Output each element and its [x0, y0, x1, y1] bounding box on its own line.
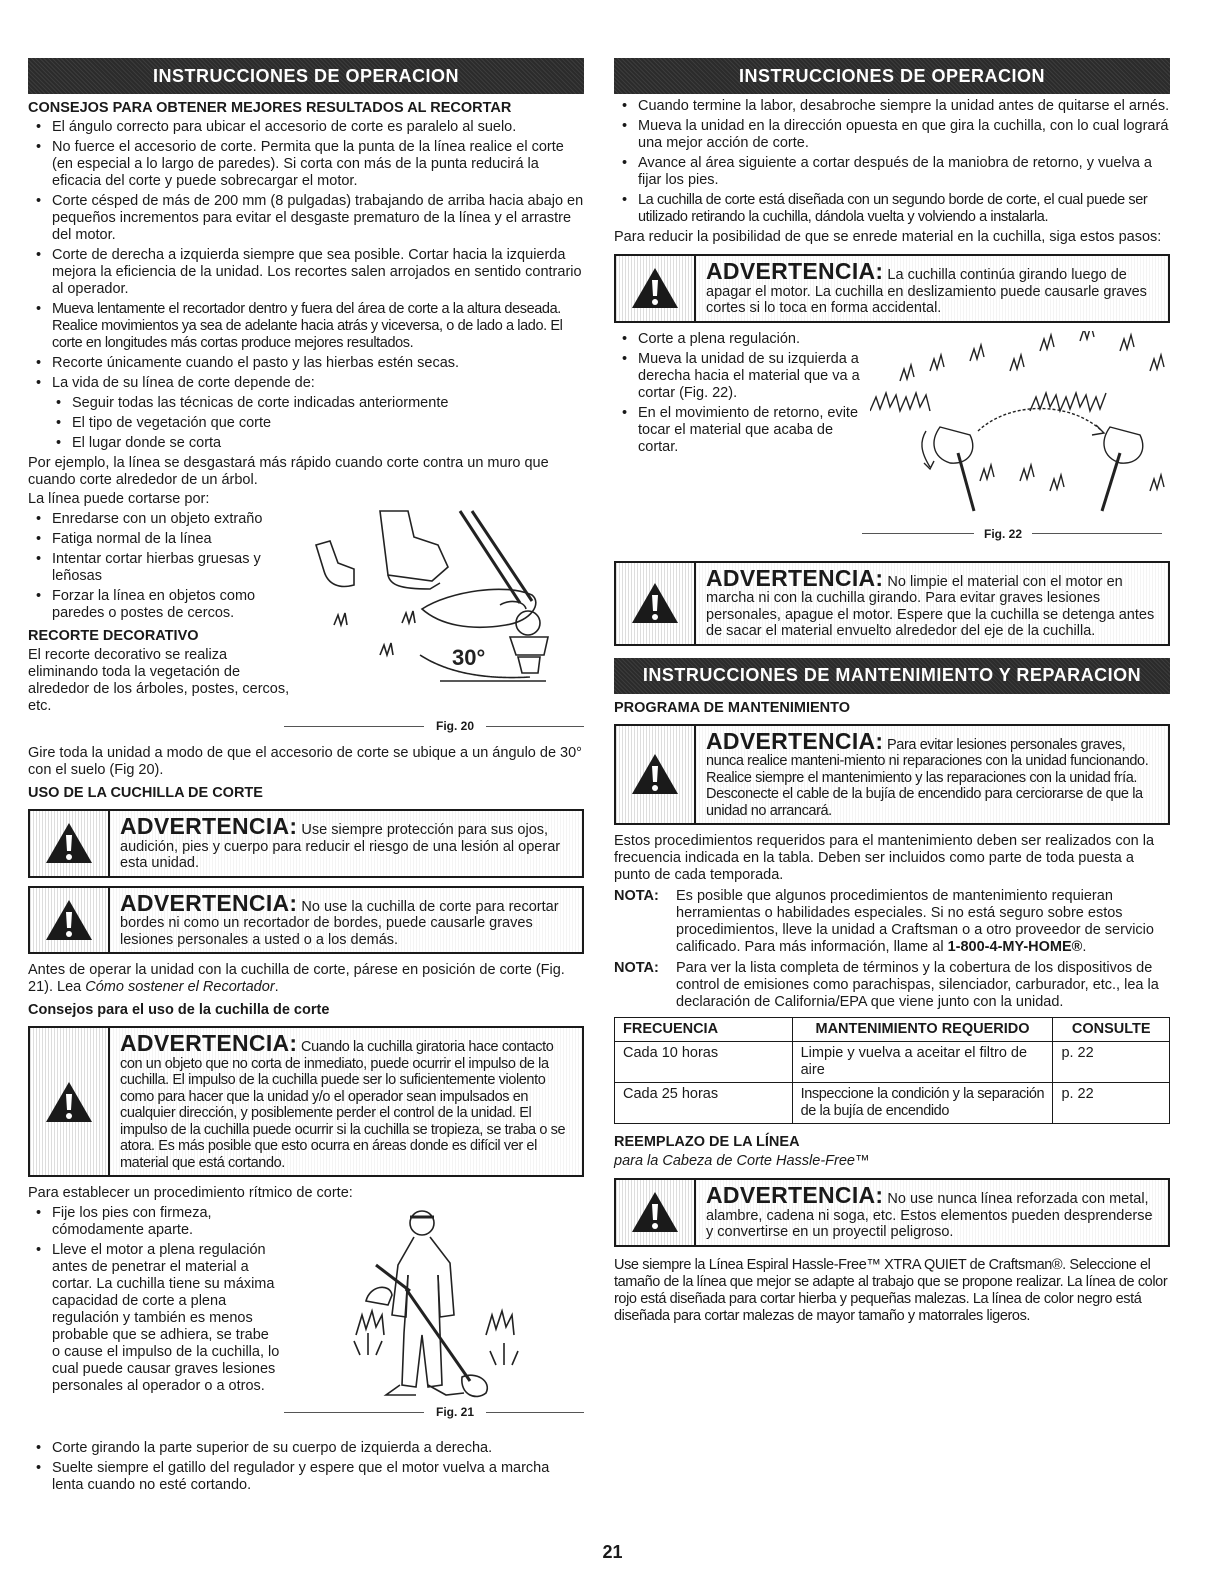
bullet-list-consejos: [28, 119, 584, 392]
list-item: • La vida de su línea de corte depende de:: [28, 375, 584, 392]
fig20-trimmer-illustration: [310, 505, 584, 701]
list-item: • Forzar la línea en objetos como paredes o postes de cercos.: [28, 588, 296, 622]
list-item: • En el movimiento de retorno, evite tocar el material que acaba de cortar.: [614, 405, 872, 456]
list-item: • Fatiga normal de la línea: [28, 531, 296, 548]
bullet-list-ritmico: [28, 1205, 280, 1395]
warning-keyword: ADVERTENCIA:: [706, 564, 884, 591]
paragraph-decorativo: El recorte decorativo se realiza eliminando toda la vegetación de alrededor de los árboles, postes, cercos, etc.: [28, 647, 290, 714]
paragraph-para: para la Cabeza de Corte Hassle-Free™: [614, 1153, 870, 1169]
bullet-list-corte: [614, 331, 872, 456]
list-item: • Mueva lentamente el recortador dentro y fuera del área de corte a la altura deseada. Realice movimientos ya sea de adelante hacia atrás y viceversa, o de lado a lado. El corte en longitudes más cortas produce mejores resultados.: [28, 301, 584, 352]
warning-text: No use nunca línea reforzada con metal, alambre, cadena ni soga, etc. Estos elementos pueden desprenderse y convertirse en un proyectil peligroso.: [706, 1191, 1153, 1240]
warning-box: [614, 1178, 1170, 1247]
note: [614, 960, 1170, 1011]
list-item: • El tipo de vegetación que corte: [28, 415, 584, 432]
warning-text: No limpie el material con el motor en marcha ni con la cuchilla girando. Para evitar graves lesiones personales, apague el motor. Espere que la cuchilla se detenga antes de sacar el material envuelto alrededor del eje de la cuchilla.: [706, 573, 1155, 639]
fig21-caption-row: [284, 1405, 584, 1419]
note-label: NOTA:: [614, 960, 659, 976]
table-row: [615, 1083, 1170, 1124]
warning-text: No use la cuchilla de corte para recortar bordes ni como un recortador de bordes, puede causarle graves lesiones personales a usted o a los demás.: [120, 898, 559, 948]
warning-box: [614, 724, 1170, 826]
list-item: • Corte de derecha a izquierda siempre que sea posible. Cortar hacia la izquierda mejora la eficiencia de la unidad. Los recortes salen arrojados en sentido contrario al operador.: [28, 247, 584, 298]
table-cell: p. 22: [1053, 1042, 1170, 1083]
warning-triangle-icon: [616, 726, 696, 824]
paragraph-ejemplo: Por ejemplo, la línea se desgastará más rápido cuando corte contra un muro que cuando corte alrededor de un árbol.: [28, 455, 549, 488]
list-item: • Seguir todas las técnicas de corte indicadas anteriormente: [28, 395, 584, 412]
warning-box: [614, 561, 1170, 646]
fig20-text: [28, 511, 296, 715]
heading-decorativo: RECORTE DECORATIVO: [28, 628, 199, 644]
list-item: • El ángulo correcto para ubicar el accesorio de corte es paralelo al suelo.: [28, 119, 584, 136]
table-cell: p. 22: [1053, 1083, 1170, 1124]
table-header: FRECUENCIA: [615, 1018, 793, 1042]
list-item: • Corte césped de más de 200 mm (8 pulgadas) trabajando de arriba hacia abajo en pequeños incrementos para evitar el desgaste prematuro de la línea y el arrastre del motor.: [28, 193, 584, 244]
warning-keyword: ADVERTENCIA:: [706, 727, 884, 754]
phone-number: 1-800-4-MY-HOME®: [947, 939, 1083, 955]
paragraph-antes: Antes de operar la unidad con la cuchilla de corte, párese en posición de corte (Fig. 21). Lea Cómo sostener el Recortador.: [28, 962, 565, 995]
warning-box: [28, 809, 584, 878]
fig20-angle-label: 30°: [452, 645, 486, 670]
warning-triangle-icon: [30, 888, 110, 953]
paragraph-ritmico: Para establecer un procedimiento rítmico de corte:: [28, 1185, 353, 1201]
table-header: CONSULTE: [1053, 1018, 1170, 1042]
bullet-list-linea: [28, 511, 296, 622]
warning-triangle-icon: [616, 1180, 696, 1245]
warning-keyword: ADVERTENCIA:: [120, 813, 298, 839]
section-banner: INSTRUCCIONES DE OPERACION: [28, 58, 584, 94]
fig21-block: [28, 1205, 584, 1437]
warning-keyword: ADVERTENCIA:: [706, 258, 884, 284]
fig22-block: [614, 331, 1170, 553]
heading-consejos-cuchilla: Consejos para el uso de la cuchilla de corte: [28, 1002, 330, 1018]
paragraph-gire: Gire toda la unidad a modo de que el accesorio de corte se ubique a un ángulo de 30° con el suelo (Fig 20).: [28, 745, 582, 778]
list-item: • Corte girando la parte superior de su cuerpo de izquierda a derecha.: [28, 1440, 584, 1457]
warning-keyword: ADVERTENCIA:: [120, 889, 298, 916]
maintenance-table: [614, 1017, 1170, 1124]
table-cell: Inspeccione la condición y la separación de la bujía de encendido: [792, 1083, 1053, 1124]
warning-box: [28, 1026, 584, 1177]
warning-text: Cuando la cuchilla giratoria hace contacto con un objeto que no corta de inmediato, puede ocurrir el impulso de la cuchilla. El impulso de la cuchilla puede ser lo suficientemente violento como para hacer que la unidad y/o el operador sean impulsados en cualquier dirección, y posiblemente perder el control de la unidad. El impulso de la cuchilla puede ocurrir si la cuchilla se tropieza, se traba o se atora. Es más posible que esto ocurra en áreas donde es difícil ver el material que está cortando.: [120, 1039, 566, 1171]
heading-reemplazo: REEMPLAZO DE LA LÍNEA: [614, 1134, 800, 1150]
fig20-caption-row: [284, 719, 584, 733]
left-column: [28, 58, 584, 1497]
section-banner-mantenimiento: INSTRUCCIONES DE MANTENIMIENTO Y REPARACION: [614, 658, 1170, 694]
table-cell: Cada 25 horas: [615, 1083, 793, 1124]
table-header: MANTENIMIENTO REQUERIDO: [792, 1018, 1053, 1042]
list-item: • Lleve el motor a plena regulación antes de penetrar el material a cortar. La cuchilla tiene su máxima capacidad de corte a plena regulación y también es menos probable que se adhiera, se trabe o cause el impulso de la cuchilla, lo cual puede causar graves lesiones personales al operador o a otros.: [28, 1242, 280, 1395]
list-item: • Suelte siempre el gatillo del regulador y espere que el motor vuelva a marcha lenta cuando no esté cortando.: [28, 1460, 584, 1494]
list-item: • Enredarse con un objeto extraño: [28, 511, 296, 528]
paragraph-use: Use siempre la Línea Espiral Hassle-Free™ XTRA QUIET de Craftsman®. Seleccione el tamaño de la línea que mejor se adapte al trabajo que se propone realizar. La línea de color rojo está diseñada para cortar hierba y pequeñas malezas. La línea de color negro está diseñada para cortar malezas de mayor tamaño y matorrales ligeros.: [614, 1256, 1168, 1324]
fig22-caption-row: [862, 527, 1162, 541]
section-banner: INSTRUCCIONES DE OPERACION: [614, 58, 1170, 94]
heading-consejos: CONSEJOS PARA OBTENER MEJORES RESULTADOS AL RECORTAR: [28, 100, 512, 116]
list-item: • Avance al área siguiente a cortar después de la maniobra de retorno, y vuelva a fijar los pies.: [614, 155, 1170, 189]
note-label: NOTA:: [614, 888, 659, 904]
warning-triangle-icon: [30, 811, 110, 876]
warning-box: [28, 886, 584, 955]
list-item: • Corte a plena regulación.: [614, 331, 872, 348]
list-item: • No fuerce el accesorio de corte. Permita que la punta de la línea realice el corte (en especial a lo largo de paredes). Si corta con más de la punta reducirá la eficacia del corte y puede sobrecargar el motor.: [28, 139, 584, 190]
fig21-caption: Fig. 21: [436, 1405, 475, 1419]
list-item: • Fije los pies con firmeza, cómodamente aparte.: [28, 1205, 280, 1239]
fig21-text: [28, 1205, 280, 1395]
table-cell: Limpie y vuelva a aceitar el filtro de aire: [792, 1042, 1053, 1083]
warning-keyword: ADVERTENCIA:: [706, 1182, 884, 1208]
fig22-text: [614, 331, 872, 456]
fig20-block: [28, 511, 584, 743]
fig22-cutting-illustration: [870, 331, 1170, 517]
bullet-list-operacion: [614, 98, 1170, 226]
bullet-list-ritmico-2: [28, 1440, 584, 1494]
note-text: Para ver la lista completa de términos y la cobertura de los dispositivos de control de emisiones como parachispas, silenciador, carburador, etc., lea la declaración de California/EPA que viene junto con la unidad.: [676, 960, 1159, 1010]
list-item: • Cuando termine la labor, desabroche siempre la unidad antes de quitarse el arnés.: [614, 98, 1170, 115]
table-header-row: [615, 1018, 1170, 1042]
warning-text: La cuchilla continúa girando luego de apagar el motor. La cuchilla en deslizamiento puede causarle graves cortes si lo toca en forma accidental.: [706, 267, 1147, 316]
warning-triangle-icon: [616, 256, 696, 321]
list-item: • El lugar donde se corta: [28, 435, 584, 452]
note: [614, 888, 1170, 956]
sub-bullet-list: [28, 395, 584, 452]
page-number: 21: [602, 1542, 623, 1562]
paragraph-linea: La línea puede cortarse por:: [28, 491, 210, 507]
list-item: • La cuchilla de corte está diseñada con un segundo borde de corte, el cual puede ser utilizado retirando la cuchilla, dándola vuelta y volviendo a instalarla.: [614, 192, 1170, 226]
heading-programa: PROGRAMA DE MANTENIMIENTO: [614, 699, 851, 716]
warning-triangle-icon: [616, 563, 696, 644]
list-item: • Recorte únicamente cuando el pasto y las hierbas estén secas.: [28, 355, 584, 372]
warning-triangle-icon: [30, 1028, 110, 1175]
list-item: • Intentar cortar hierbas gruesas y leñosas: [28, 551, 296, 585]
warning-box: [614, 254, 1170, 323]
fig21-operator-illustration: [346, 1205, 526, 1415]
warning-keyword: ADVERTENCIA:: [120, 1030, 298, 1056]
paragraph-estos: Estos procedimientos requeridos para el mantenimiento deben ser realizados con la frecuencia indicada en la tabla. Deben ser incluidos como parte de toda puesta a punto de cada temporada.: [614, 833, 1155, 883]
fig22-caption: Fig. 22: [984, 526, 1023, 541]
warning-text: Use siempre protección para sus ojos, audición, pies y cuerpo para reducir el riesgo de una lesión al operar esta unidad.: [120, 822, 561, 871]
fig20-caption: Fig. 20: [436, 719, 475, 733]
paragraph-reducir: Para reducir la posibilidad de que se enrede material en la cuchilla, siga estos pasos:: [614, 229, 1162, 245]
warning-text: Para evitar lesiones personales graves, nunca realice manteni-miento ni reparaciones con la unidad funcionando. Realice siempre el mantenimiento y las reparaciones con la unidad fría. Desconecte el cable de la bujía de encendido para cerciorarse de que la unidad no arrancará.: [706, 736, 1149, 819]
list-item: • Mueva la unidad en la dirección opuesta en que gira la cuchilla, con lo cual logrará una mejor acción de corte.: [614, 118, 1170, 152]
heading-cuchilla: USO DE LA CUCHILLA DE CORTE: [28, 785, 263, 801]
note-text: Es posible que algunos procedimientos de mantenimiento requieran herramientas o habilidades especiales. Si no está seguro sobre estos procedimientos, lleve la unidad a Craftsman o a otro proveedor de servicio calificado. Para más información, llame al 1-800-4-MY-HOME®.: [676, 888, 1154, 955]
list-item: • Mueva la unidad de su izquierda a derecha hacia el material que va a cortar (Fig. 22).: [614, 351, 872, 402]
right-column: [614, 58, 1170, 1327]
table-cell: Cada 10 horas: [615, 1042, 793, 1083]
table-row: [615, 1042, 1170, 1083]
